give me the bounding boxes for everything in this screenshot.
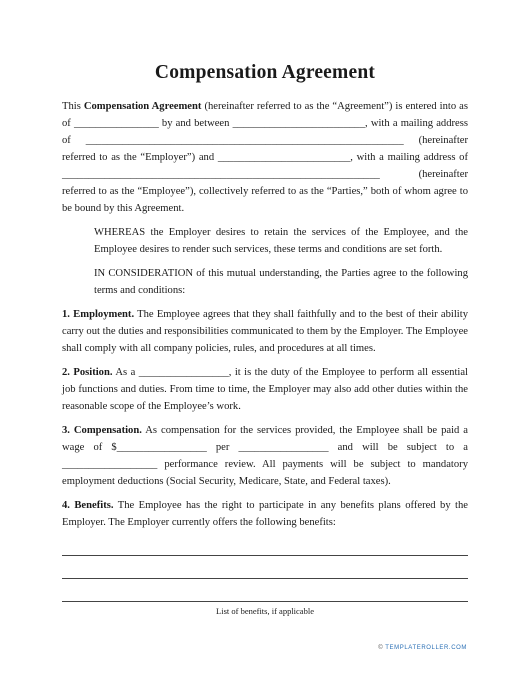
intro-agreement-name: Compensation Agreement [83,101,202,112]
footer-site[interactable]: TEMPLATEROLLER.COM [385,645,467,651]
benefit-blank-line[interactable] [62,561,468,579]
intro-this: This [62,101,84,112]
section-text: The Employee has the right to participate in any benefits plans offered by the Employer. The Employer currently offers the following benefits: [62,500,468,528]
section-heading: 3. Compensation. [62,425,142,436]
whereas-paragraph: WHEREAS the Employer desires to retain the services of the Employee, and the Employee desires to render such services, these terms and conditions are set forth. [94,227,468,255]
intro-paragraph [62,98,468,217]
section-employment [62,306,468,357]
benefits-caption: List of benefits, if applicable [216,606,314,616]
section-text: The Employee agrees that they shall faithfully and to the best of their ability carry out the duties and responsibilities communicated to them by the Employer. The Employee shall comply with all company policies, rules, and procedures at all times. [62,309,468,354]
section-text: As a _________________, it is the duty of the Employee to perform all essential job functions and duties. From time to time, the Employer may also add other duties within the reasonable scope of the Employee’s work. [62,367,468,412]
section-heading: 4. Benefits. [62,500,114,511]
section-compensation [62,422,468,490]
copyright-icon: © [378,645,384,651]
benefits-blank-lines [62,538,468,602]
document-body [62,98,468,617]
section-benefits [62,497,468,531]
section-heading: 2. Position. [62,367,113,378]
benefit-blank-line[interactable] [62,584,468,602]
footer-link[interactable] [378,645,467,651]
intro-text: (hereinafter referred to as the “Agreement”) is entered into as of ________________ by and between _________________________, with a mailing address of ____________________________________________________________ (hereinafter referred to as the “Employer”) and _________________________, with a mailing address of ____________________________________________________________ (hereinafter referred to as the “Employee”), collectively referred to as the “Parties,” both of whom agree to be bound by this Agreement. [62,101,468,214]
section-heading: 1. Employment. [62,309,135,320]
section-position [62,364,468,415]
benefit-blank-line[interactable] [62,538,468,556]
document-title: Compensation Agreement [154,62,376,83]
section-text: As compensation for the services provided, the Employee shall be paid a wage of $_________________ per _________________ and will be subject to a __________________ performance review. All payments will be subject to mandatory employment deductions (Social Security, Medicare, State, and Federal taxes). [62,425,468,487]
consideration-paragraph: IN CONSIDERATION of this mutual understanding, the Parties agree to the following terms and conditions: [94,268,468,296]
